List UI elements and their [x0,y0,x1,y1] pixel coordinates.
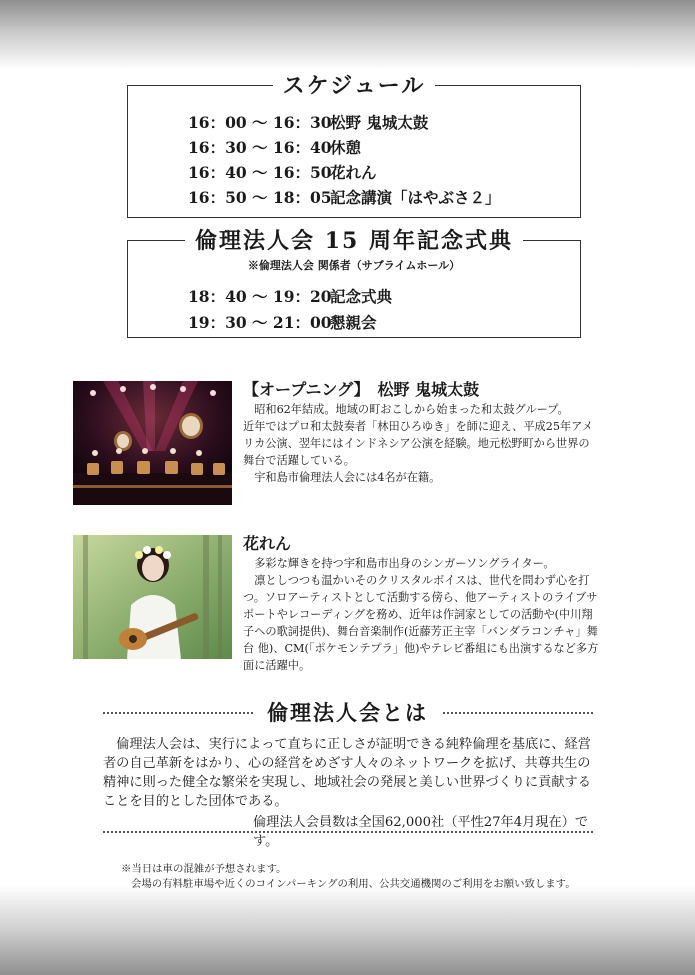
opening-paragraph: 宇和島市倫理法人会には4名が在籍。 [254,471,441,484]
opening-paragraph: 近年ではプロ和太鼓奏者「林田ひろゆき」を師に迎え、平成25年アメリカ公演、翌年にはインドネシア公演を経験。地元松野町から世界の舞台で活躍している。 [243,420,593,467]
footnote [121,862,576,892]
top-gradient [0,0,695,70]
schedule-title: スケジュール [128,69,580,100]
opening-paragraph: 昭和62年結成。地域の町おこしから始まった和太鼓グループ。 [254,403,569,416]
karen-paragraph: 多彩な輝きを持つ宇和島市出身のシンガーソングライター。 [254,557,555,570]
about-title: 倫理法人会とは [267,700,428,725]
opening-text [243,381,600,486]
about-body [103,735,603,851]
dotted-divider [103,831,593,833]
member-count: 倫理法人会員数は全国62,000社（平性27年4月現在）です。 [253,815,589,849]
footnote-line: 会場の有料駐車場や近くのコインパーキングの利用、公共交通機関のご利用をお願い致します。 [131,878,576,890]
karen-heading: 花れん [243,534,292,553]
schedule-row: 16：00 ～ 16：30松野 鬼城太鼓 [188,113,429,132]
karen-photo [73,535,232,659]
ceremony-title: 倫理法人会 15 周年記念式典 [128,224,580,255]
schedule-row: 16：50 ～ 18：05記念講演「はやぶさ２」 [188,188,501,207]
bottom-gradient [0,885,695,975]
opening-heading: 【オープニング】 松野 鬼城太鼓 [243,380,480,399]
karen-text [243,535,600,674]
ceremony-row: 19：30 ～ 21：00懇親会 [188,313,377,332]
about-paragraph: 倫理法人会は、実行によって直ちに正しさが証明できる純粋倫理を基底に、経営者の自己革新をはかり、心の経営をめざす人々のネットワークを拡げ、共尊共生の精神に則った健全な繁栄を実現し、地域社会の発展と美しい世界づくりに貢献することを目的とした団体である。 [103,737,591,809]
schedule-row: 16：30 ～ 16：40休憩 [188,138,362,157]
ceremony-row: 18：40 ～ 19：20記念式典 [188,287,393,306]
footnote-line: ※当日は車の混雑が予想されます。 [121,863,287,875]
schedule-box [127,73,581,218]
taiko-photo [73,381,232,505]
ceremony-note: ※倫理法人会 関係者（サブライムホール） [247,259,461,272]
karen-paragraph: 凛としつつも温かいそのクリスタルボイスは、世代を問わず心を打つ。ソロアーティストとして活動する傍ら、他アーティストのライブサポートやレコーディングを務め、近年は作詞家としての活動や(中川翔子への歌詞提供)、舞台音楽制作(近藤芳正主宰「バンダラコンチャ」舞台 他)、CM(「ポケモンテプラ」他)やテレビ番組にも出演するなど多方面に活躍中。 [243,574,599,672]
schedule-row: 16：40 ～ 16：50花れん [188,163,377,182]
ceremony-box [127,228,581,338]
